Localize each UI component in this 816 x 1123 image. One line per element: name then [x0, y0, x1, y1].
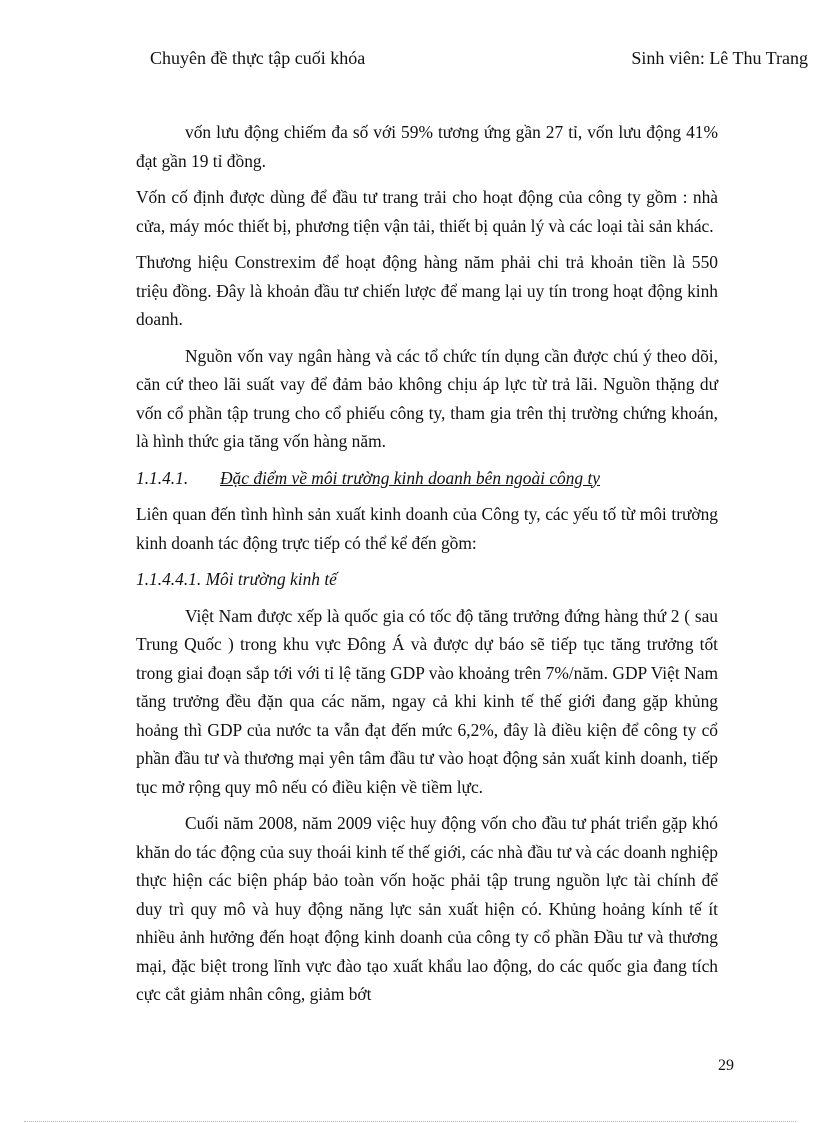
paragraph-crisis-impact: Cuối năm 2008, năm 2009 việc huy động vốn cho đầu tư phát triển gặp khó khăn do tác động của suy thoái kinh tế thế giới, các nhà đầu tư và các doanh nghiệp thực hiện các biện pháp bảo toàn vốn hoặc phải tập trung nguồn lực tài chính để duy trì quy mô và huy động năng lực sản xuất hiện có. Khủng hoảng kính tế ít nhiều ảnh hưởng đến hoạt động kinh doanh của công ty cổ phần Đầu tư và thương mại, đặc biệt trong lĩnh vực đào tạo xuất khẩu lao động, do các quốc gia đang tích cực cắt giảm nhân công, giảm bớt	[136, 813, 718, 1004]
paragraph-environment-intro: Liên quan đến tình hình sản xuất kinh doanh của Công ty, các yếu tố từ môi trường kinh doanh tác động trực tiếp có thể kể đến gồm:	[136, 504, 718, 553]
header-student-name: Sinh viên: Lê Thu Trang	[631, 48, 808, 68]
page-number: 29	[718, 1057, 734, 1074]
paragraph-working-capital: vốn lưu động chiếm đa số với 59% tương ứng gần 27 tỉ, vốn lưu động 41% đạt gần 19 tỉ đồng.	[136, 122, 718, 171]
page-bottom-divider	[24, 1121, 796, 1122]
section-heading-business-environment	[136, 464, 718, 493]
header-document-title: Chuyên đề thực tập cuối khóa	[150, 48, 366, 68]
subsection-heading-economic-environment: 1.1.4.4.1. Môi trường kinh tế	[136, 569, 337, 589]
paragraph-fixed-capital: Vốn cố định được dùng để đầu tư trang trải cho hoạt động của công ty gồm : nhà cửa, máy móc thiết bị, phương tiện vận tải, thiết bị quản lý và các loại tài sản khác.	[136, 187, 718, 236]
document-body	[136, 118, 718, 1017]
section-number: 1.1.4.1.	[136, 467, 189, 488]
paragraph-loans: Nguồn vốn vay ngân hàng và các tổ chức tín dụng cần được chú ý theo dõi, căn cứ theo lãi suất vay để đảm bảo không chịu áp lực từ trả lãi. Nguồn thặng dư vốn cổ phần tập trung cho cổ phiếu công ty, tham gia trên thị trường chứng khoán, là hình thức gia tăng vốn hàng năm.	[136, 345, 718, 451]
page-header	[150, 48, 808, 74]
paragraph-vietnam-growth: Việt Nam được xếp là quốc gia có tốc độ tăng trưởng đứng hàng thứ 2 ( sau Trung Quốc ) trong khu vực Đông Á và được dự báo sẽ tiếp tục tăng trưởng tốt trong giai đoạn sắp tới với tỉ lệ tăng GDP vào khoảng trên 7%/năm. GDP Việt Nam tăng trưởng đều đặn qua các năm, ngay cả khi kinh tế thế giới đang gặp khủng hoảng thì GDP của nước ta vẫn đạt đến mức 6,2%, đây là điều kiện để công ty cổ phần đầu tư và thương mại yên tâm đầu tư vào hoạt động sản xuất kinh doanh, tiếp tục mở rộng quy mô nếu có điều kiện về tiềm lực.	[136, 605, 718, 797]
paragraph-brand-cost: Thương hiệu Constrexim để hoạt động hàng năm phải chi trả khoản tiền là 550 triệu đồng. Đây là khoản đầu tư chiến lược để mang lại uy tín trong hoạt động kinh doanh.	[136, 252, 718, 329]
section-title: Đặc điểm về môi trường kinh doanh bên ngoài công ty	[220, 467, 601, 488]
